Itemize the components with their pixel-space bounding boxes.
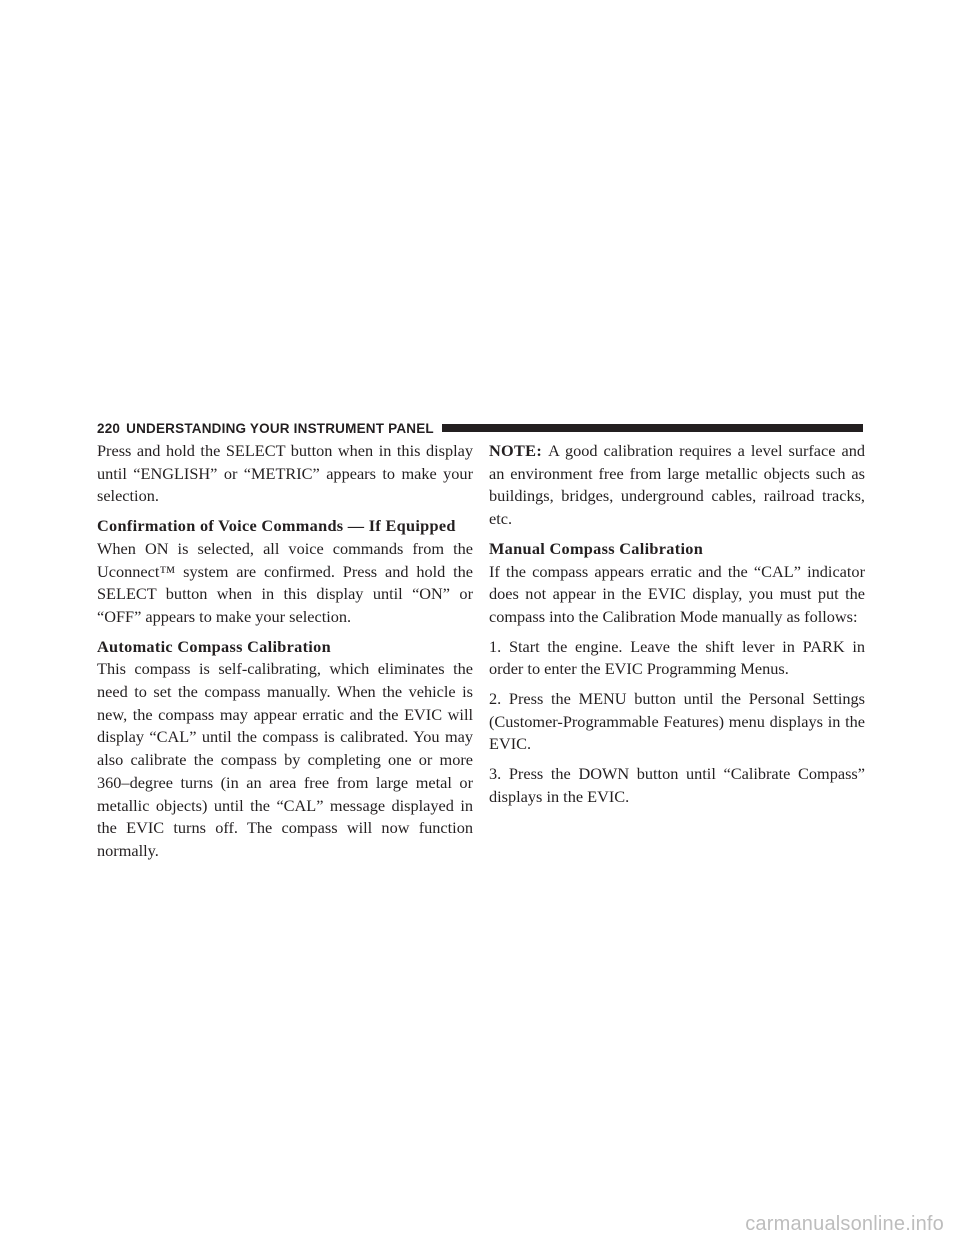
select-instructions-paragraph: Press and hold the SELECT button when in this display until “ENGLISH” or “METRIC” appears to make your selection. bbox=[97, 441, 473, 506]
voice-commands-heading: Confirmation of Voice Commands — If Equipped bbox=[97, 516, 456, 536]
note-text: A good calibration requires a level surface and an environment free from large metallic objects such as buildings, bridges, underground cables, railroad tracks, etc. bbox=[489, 441, 865, 529]
automatic-calibration-heading: Automatic Compass Calibration bbox=[97, 636, 331, 656]
manual-calibration-heading: Manual Compass Calibration bbox=[489, 538, 704, 558]
voice-commands-paragraph: When ON is selected, all voice commands from the Uconnect™ system are confirmed. Press and hold the SELECT button when in this display until “ON” or “OFF” appears to make your selection. bbox=[97, 538, 473, 626]
right-column bbox=[489, 440, 865, 816]
watermark: carmanualsonline.info bbox=[745, 1213, 944, 1235]
step-1: 1. Start the engine. Leave the shift lever in PARK in order to enter the EVIC Programming Menus. bbox=[489, 636, 865, 679]
header-rule bbox=[442, 424, 863, 432]
manual-calibration-paragraph: If the compass appears erratic and the “CAL” indicator does not appear in the EVIC display, you must put the compass into the Calibration Mode manually as follows: bbox=[489, 561, 865, 626]
step-2: 2. Press the MENU button until the Personal Settings (Customer-Programmable Features) menu displays in the EVIC. bbox=[489, 689, 865, 754]
note-label: NOTE: bbox=[489, 441, 543, 460]
step-3: 3. Press the DOWN button until “Calibrate Compass” displays in the EVIC. bbox=[489, 764, 865, 806]
section-title: UNDERSTANDING YOUR INSTRUMENT PANEL bbox=[126, 420, 434, 436]
page-header bbox=[97, 418, 863, 438]
left-column bbox=[97, 440, 473, 870]
page-number: 220 bbox=[97, 420, 121, 436]
note-paragraph bbox=[489, 440, 865, 531]
automatic-calibration-paragraph: This compass is self-calibrating, which eliminates the need to set the compass manually. When the vehicle is new, the compass may appear erratic and the EVIC will display “CAL” until the compass is calibrated. You may also calibrate the compass by completing one or more 360–degree turns (in an area free from large metal or metallic objects) until the “CAL” message displayed in the EVIC turns off. The compass will now function normally. bbox=[97, 659, 473, 860]
